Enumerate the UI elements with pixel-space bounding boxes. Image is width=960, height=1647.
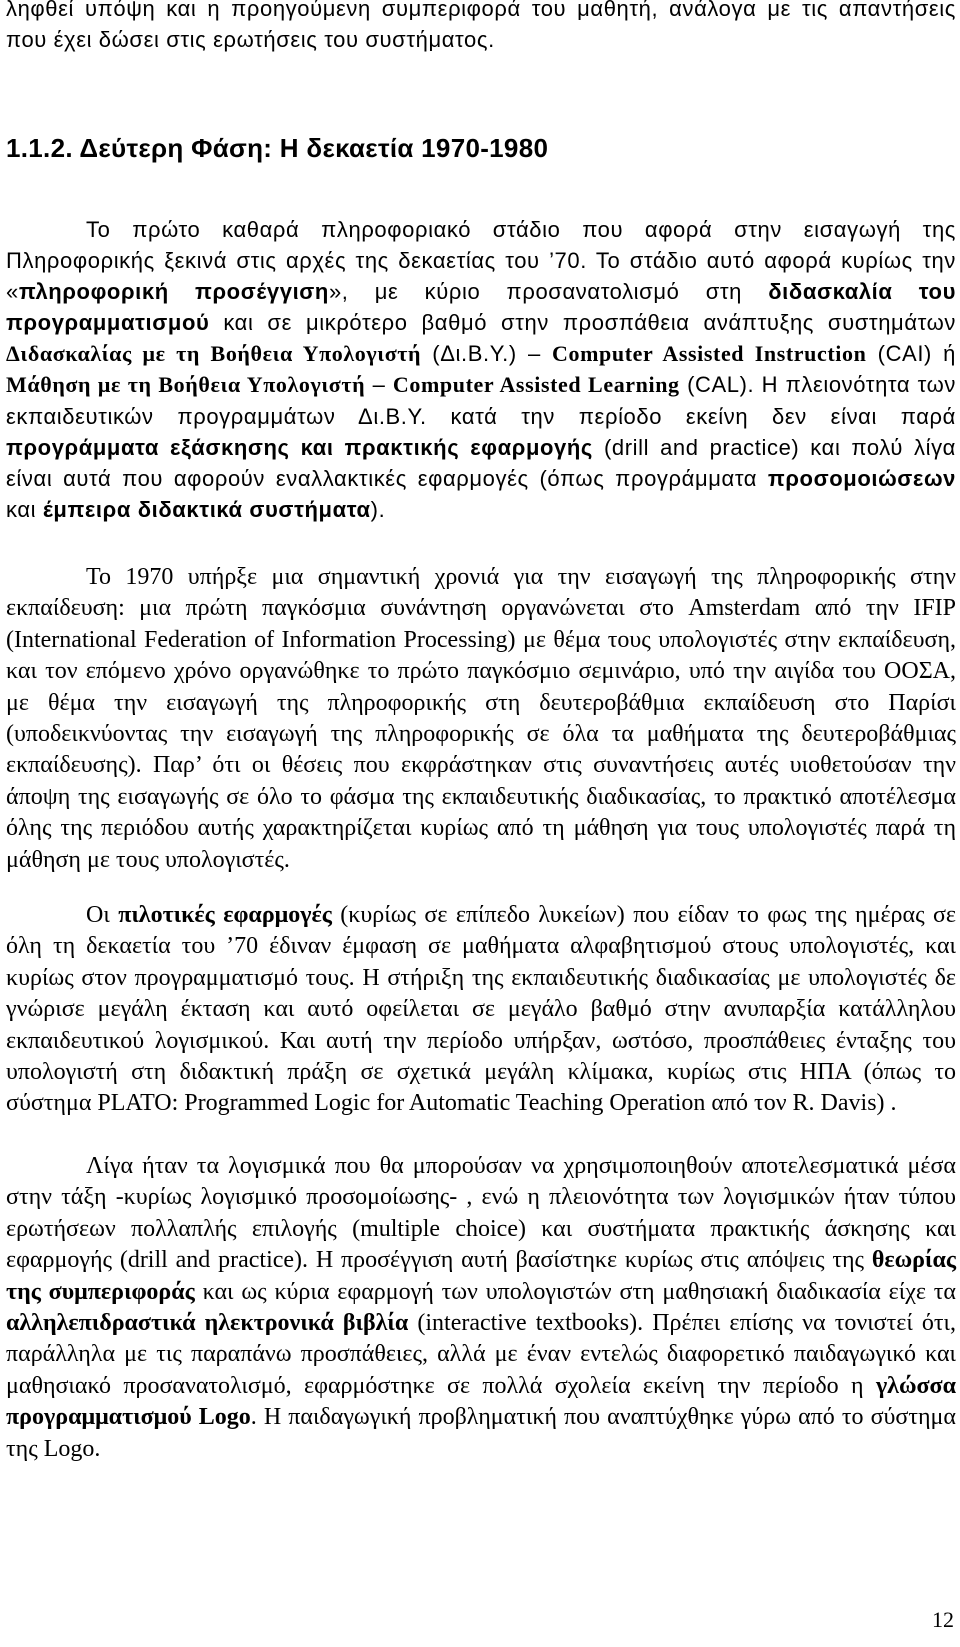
- paragraph-software: Λίγα ήταν τα λογισμικά που θα μπορούσαν να χρησιμοποιηθούν αποτελεσματικά μέσα στην τάξη -κυρίως λογισμικό προσομοίωσης- , ενώ η πλειονότητα των λογισμικών ήταν τύπου ερωτήσεων πολλαπλής επιλογής (multiple choice) και συστήματα πρακτικής άσκησης και εφαρμογής (drill and practice). Η προσέγγιση αυτή βασίστηκε κυρίως στις απόψεις της θεωρίας της συμπεριφοράς και ως κύρια εφαρμογή των υπολογιστών στη μαθησιακή διαδικασία είχε τα αλληλεπιδραστικά ηλεκτρονικά βιβλία (interactive textbooks). Πρέπει επίσης να τονιστεί ότι, παράλληλα με τις παραπάνω προσπάθειες, αλλά με έναν εντελώς διαφορετικό παιδαγωγικό και μαθησιακό προσανατολισμό, εφαρμόστηκε σε πολλά σχολεία εκείνη την περίοδο η γλώσσα προγραμματισμού Logo. Η παιδαγωγική προβληματική που αναπτύχθηκε γύρω από το σύστημα της Logo.: [6, 1153, 957, 1462]
- paragraph-pilot-applications: Οι πιλοτικές εφαρμογές (κυρίως σε επίπεδο λυκείων) που είδαν το φως της ημέρας σε όλη τη δεκαετία του ’70 έδιναν έμφαση σε μαθήματα αλφαβητισμού στους υπολογιστές, και κυρίως στον προγραμματισμό τους. Η στήριξη της εκπαιδευτικής διαδικασίας με υπολογιστές δε γνώρισε μεγάλη έκταση και αυτό οφείλεται σε μεγάλο βαθμό στην ανυπαρξία κατάλληλου εκπαιδευτικού λογισμικού. Και αυτή την περίοδο υπήρξαν, ωστόσο, προσπάθειες ένταξης του υπολογιστή στη διδακτική πράξη σε σχετικά μεγάλη κλίμακα, κυρίως στις ΗΠΑ (όπως το σύστημα PLATO: Programmed Logic for Automatic Teaching Operation από τον R. Davis) .: [6, 902, 957, 1117]
- term-simulations: προσομοιώσεων: [767, 465, 956, 491]
- paragraph-informatics-stage: Το πρώτο καθαρά πληροφοριακό στάδιο που αφορά στην εισαγωγή της Πληροφορικής ξεκινά στις αρχές της δεκαετίας του ’70. Το στάδιο αυτό αφορά κυρίως την «πληροφορική προσέγγιση», με κύριο προσανατολισμό στη διδασκαλία του προγραμματισμού και σε μικρότερο βαθμό στην προσπάθεια ανάπτυξης συστημάτων Διδασκαλίας με τη Βοήθεια Υπολογιστή (Δι.Β.Υ.) – Computer Assisted Instruction (CAI) ή Μάθηση με τη Βοήθεια Υπολογιστή – Computer Assisted Learning (CAL). Η πλειονότητα των εκπαιδευτικών προγραμμάτων Δι.Β.Υ. κατά την περίοδο εκείνη δεν είναι παρά προγράμματα εξάσκησης και πρακτικής εφαρμογής (drill and practice) και πολύ λίγα είναι αυτά που αφορούν εναλλακτικές εφαρμογές (όπως προγράμματα προσομοιώσεων και έμπειρα διδακτικά συστήματα).: [6, 217, 957, 522]
- term-informatics-approach: πληροφορική προσέγγιση: [18, 279, 329, 304]
- term-behaviorism: θεωρίας της συμπεριφοράς: [6, 1247, 956, 1305]
- page-number: 12: [932, 1607, 954, 1632]
- term-interactive-ebooks: αλληλεπιδραστικά ηλεκτρονικά βιβλία: [6, 1310, 409, 1337]
- term-drill-practice-programs: προγράμματα εξάσκησης και πρακτικής εφαρμογής: [6, 434, 593, 460]
- section-heading: 1.1.2. Δεύτερη Φάση: Η δεκαετία 1970-1980: [6, 133, 549, 163]
- term-logo-language: γλώσσα προγραμματισμού Logo: [6, 1372, 956, 1431]
- term-programming-teaching: διδασκαλία του προγραμματισμού: [6, 279, 956, 335]
- term-pilot-applications: πιλοτικές εφαρμογές: [118, 902, 332, 928]
- term-cai: Computer Assisted Instruction: [552, 341, 867, 366]
- term-expert-systems: έμπειρα διδακτικά συστήματα: [42, 496, 371, 522]
- paragraph-continued: ληφθεί υπόψη και η προηγούμενη συμπεριφορά του μαθητή, ανάλογα με τις απαντήσεις που έχει δώσει στις ερωτήσεις του συστήματος.: [6, 0, 956, 52]
- term-dibu: Διδασκαλίας με τη Βοήθεια Υπολογιστή: [6, 341, 422, 366]
- paragraph-1970: Το 1970 υπήρξε μια σημαντική χρονιά για την εισαγωγή της πληροφορικής στην εκπαίδευση: μια πρώτη παγκόσμια συνάντηση οργανώνεται στο Amsterdam από την IFIP (International Federation of Information Processing) με θέμα τους υπολογιστές στην εκπαίδευση, και τον επόμενο χρόνο οργανώθηκε το πρώτο παγκόσμιο σεμινάριο, υπό την αιγίδα του ΟΟΣΑ, με θέμα την εισαγωγή της πληροφορικής στη δευτεροβάθμια εκπαίδευση στο Παρίσι (υποδεικνύοντας την εισαγωγή της πληροφορικής σε όλα τα μαθήματα της δευτεροβάθμιας εκπαίδευσης). Παρ’ ότι οι θέσεις που εκφράστηκαν στις συναντήσεις αυτές υιοθετούσαν την άποψη της εισαγωγής σε όλο το φάσμα της εκπαιδευτικής διαδικασίας, το πρακτικό αποτέλεσμα όλης της περιόδου αυτής χαρακτηρίζεται κυρίως από τη μάθηση για τους υπολογιστές παρά τη μάθηση με τους υπολογιστές.: [6, 564, 956, 873]
- term-cal: Computer Assisted Learning: [392, 372, 680, 398]
- term-computer-assisted-learning-gr: Μάθηση με τη Βοήθεια Υπολογιστή: [6, 372, 366, 398]
